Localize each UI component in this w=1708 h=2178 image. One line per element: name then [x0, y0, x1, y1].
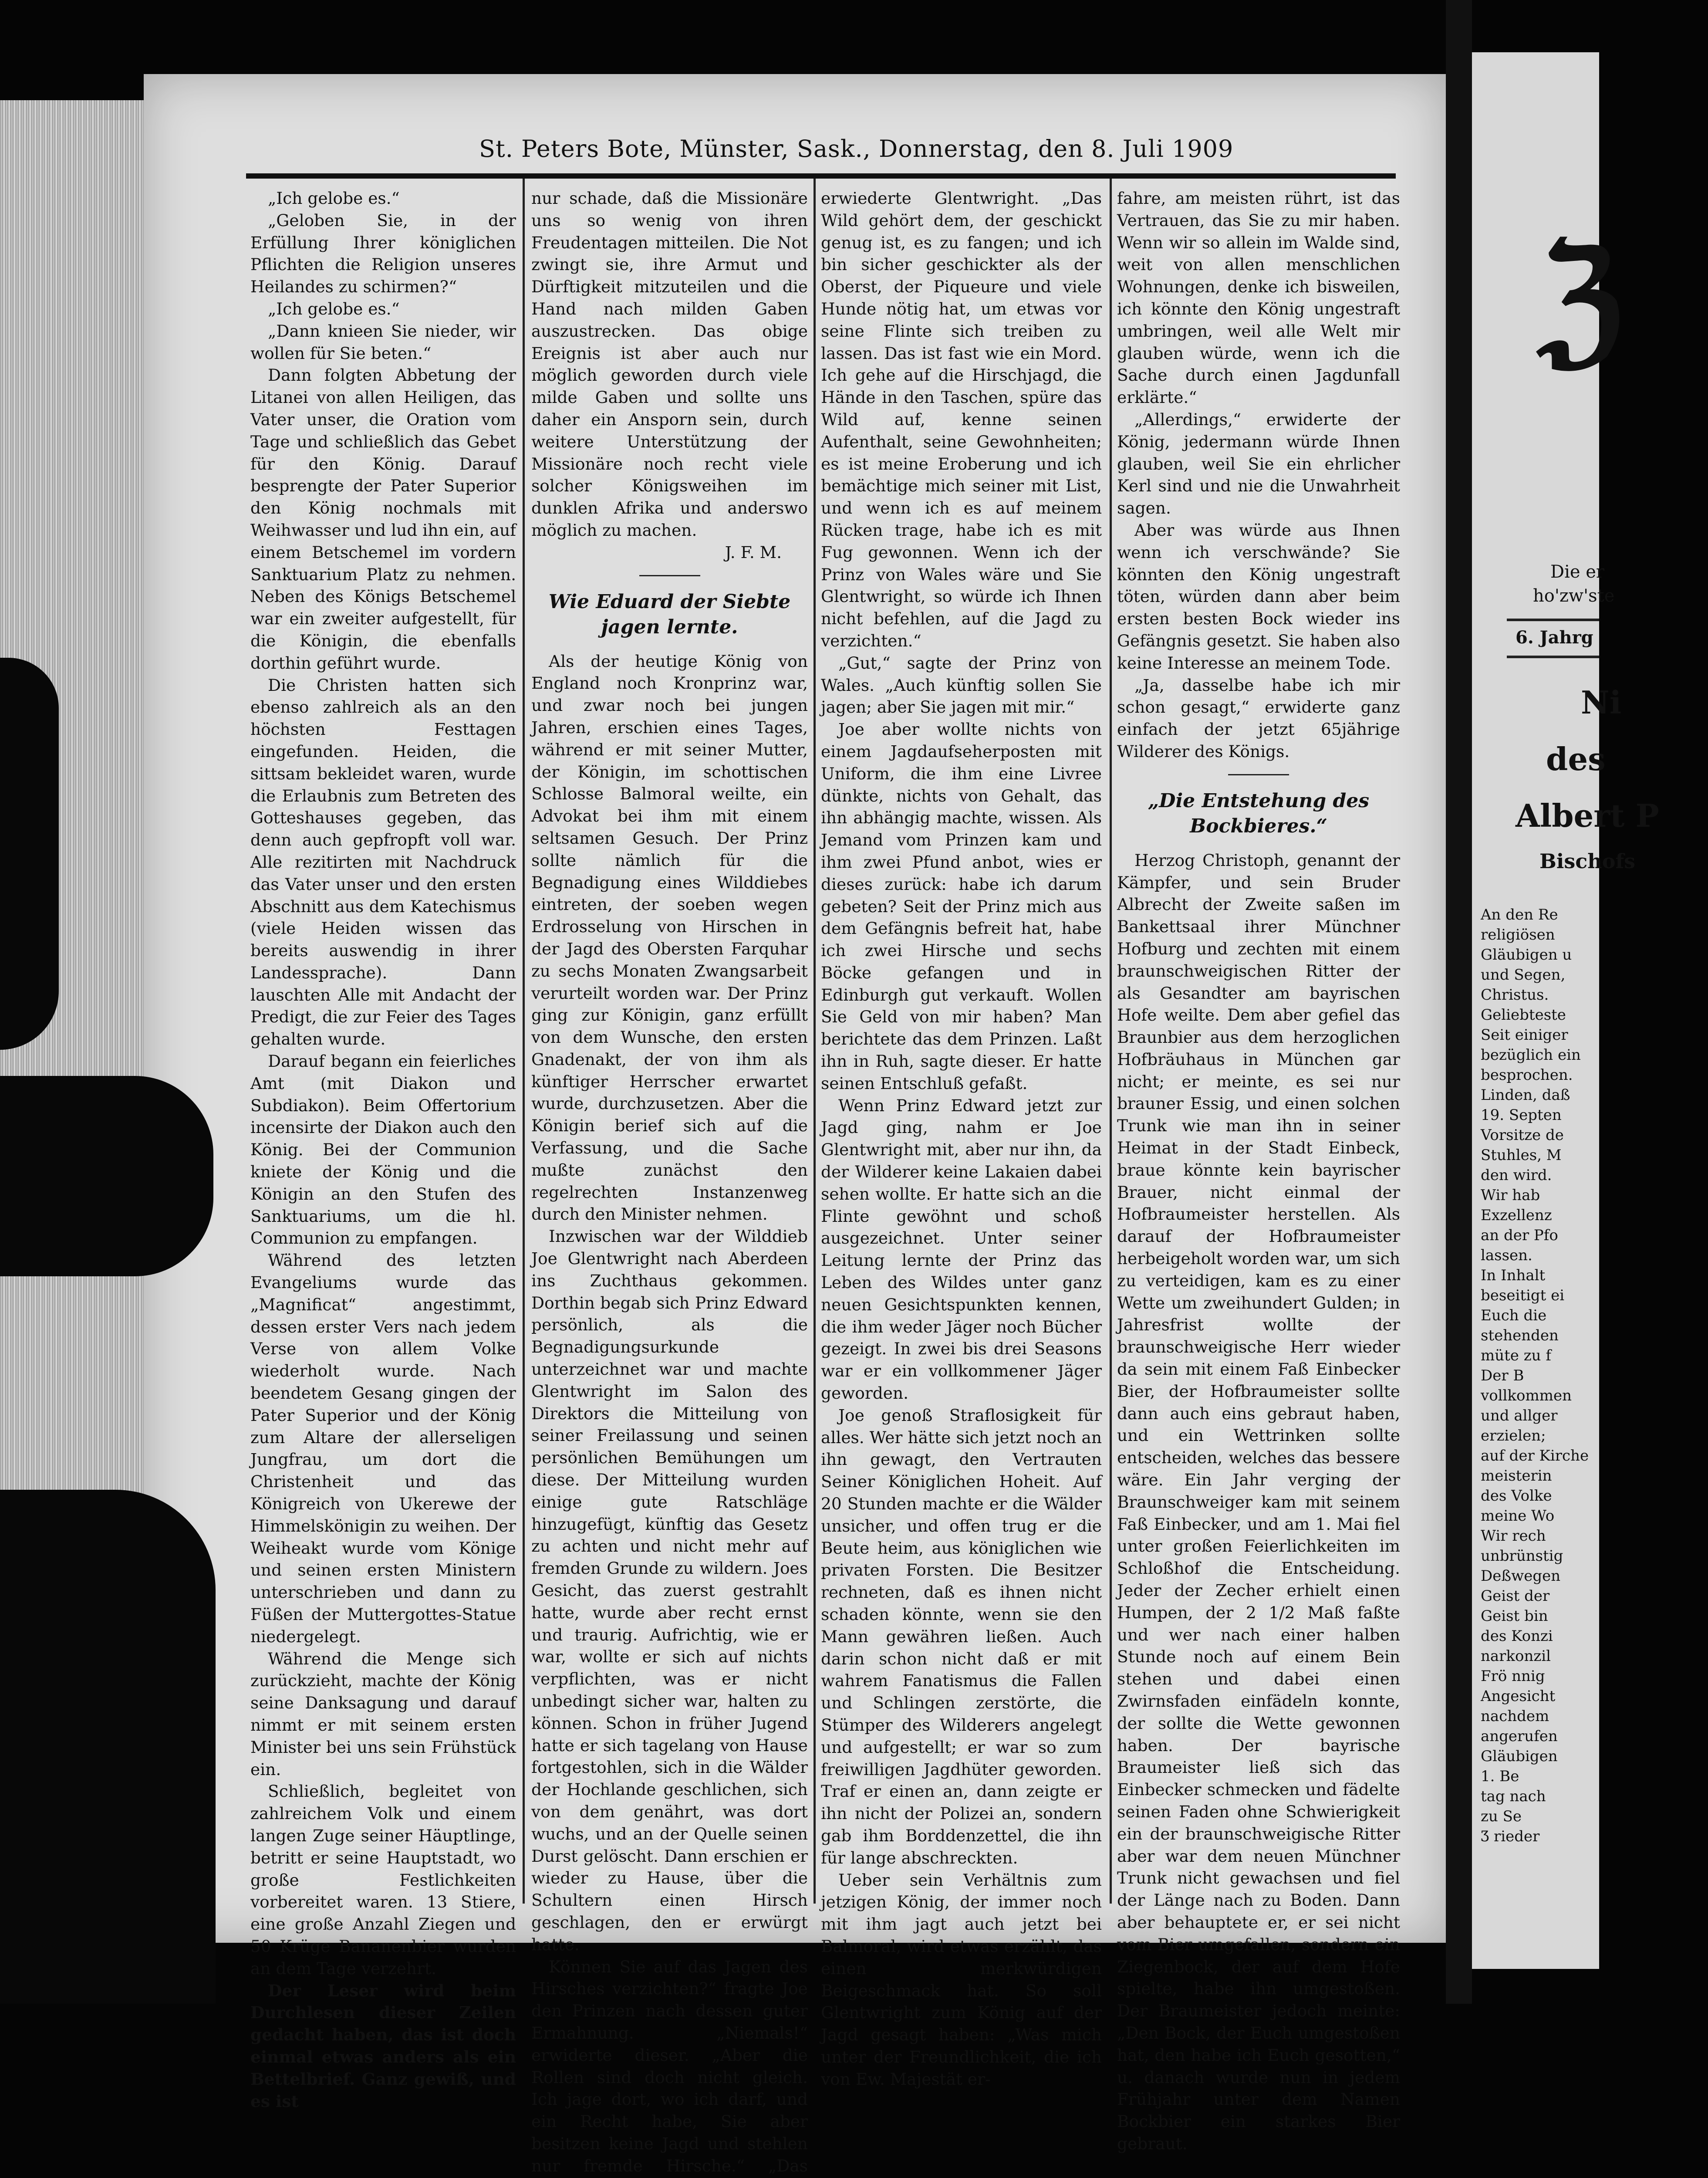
rp-fragment-line: nachdem [1481, 1708, 1549, 1725]
column-3 [821, 187, 1102, 2089]
column-rule [523, 179, 525, 1904]
rp-frag: Die er [1550, 562, 1605, 582]
paragraph: Ueber sein Verhältnis zum jetzigen König, der immer noch mit ihm jagt auch jetzt bei Balmoral, wird etwas erzählt, das einen merkwürdigen Beigeschmack hat. So soll Glentwright zum König auf der Jagd gesagt haben: „Was mich unter der Freundlichkeit, die ich von Ew. Majestät er- [821, 1870, 1102, 2089]
rp-frag: ho'zw'ste [1533, 586, 1615, 606]
rp-fragment-line: Geist bin [1481, 1607, 1548, 1625]
paragraph: Herzog Christoph, genannt der Kämpfer, und sein Bruder Albrecht der Zweite saßen im Bankettsaal ihrer Münchner Hofburg und zechten mit einem braunschweigischen Ritter der als Gesandter am bayrischen Hofe weilte. Dem aber gefiel das Braunbier aus dem herzoglichen Hofbräuhaus in München gar nicht; er meinte, es sei nur brauner Essig, und einen solchen Trunk wie man ihn in seiner Heimat in der Stadt Einbeck, braue könnte kein bayrischer Brauer, nicht einmal der Hofbraumeister herstellen. Als darauf der Hofbraumeister herbeigeholt worden war, um sich zu verteidigen, kam es zu einer Wette um zweihundert Gulden; in Jahresfrist wollte der braunschweigische Herr wieder da sein mit einem Faß Einbecker Bier, der Hofbraumeister sollte dann auch eins gebraut haben, und ein Wettrinken sollte entscheiden, welches das bessere wäre. Ein Jahr verging der Braunschweiger kam mit seinem Faß Einbecker, und am 1. Mai fiel unter großen Feierlichkeiten im Schloßhof die Entscheidung. Jeder der Zecher erhielt einen Humpen, der 2 1/2 Maß faßte und wer nach einer halben Stunde noch auf einem Bein stehen und dabei einen Zwirnsfaden einfädeln konnte, der sollte die Wette gewonnen haben. Der bayrische Braumeister ließ sich das Einbecker schmecken und fädelte seinen Faden ohne Schwierigkeit ein der braunschweigische Ritter aber war dem neuen Münchner Trunk nicht gewachsen und fiel der Länge nach zu Boden. Dann aber behauptete er, er sei nicht vom Bier umgefallen, sondern ein Ziegenbock, der auf dem Hofe spielte, habe ihn umgestoßen. Der Braumeister jedoch meinte: „Den Bock, der Euch umgestoßen hat, den habe ich Euch gesotten,“ u. danach wurde nun in jedem Frühjahr unter dem Namen Bockbier ein starkes Bier gebraut. [1117, 850, 1400, 2153]
rp-frag: Ni [1581, 684, 1622, 721]
rp-fragment-line: den wird. [1481, 1167, 1552, 1184]
paragraph: Inzwischen war der Wilddieb Joe Glentwright nach Aberdeen ins Zuchthaus gekommen. Dorthin begab sich Prinz Edward persönlich, als die Begnadigungsurkunde unterzeichnet war und machte Glentwright im Salon des Direktors die Mitteilung von seiner Freilassung und seinen persönlichen Bemühungen um diese. Der Mitteilung wurden einige gute Ratschläge hinzugefügt, künftig das Gesetz zu achten und nicht mehr auf fremden Grunde zu wildern. Joes Gesicht, das zuerst gestrahlt hatte, wurde aber recht ernst und traurig. Aufrichtig, wie er war, wollte er sich auf nichts verpflichten, was er nicht unbedingt sicher war, halten zu können. Schon in früher Jugend hatte er sich tagelang von Hause fortgestohlen, sich in die Wälder der Hochlande geschlichen, sich von dem genährt, was dort wuchs, und an der Quelle seinen Durst gelöscht. Dann erschien er wieder zu Hause, über die Schultern einen Hirsch geschlagen, den er erwürgt hatte. [531, 1227, 808, 1954]
paragraph: Als der heutige König von England noch Kronprinz war, und zwar noch bei jungen Jahren, erschien eines Tages, während er mit seiner Mutter, der Königin, im schottischen Schlosse Balmoral weilte, ein Advokat bei ihm mit einem seltsamen Gesuch. Der Prinz sollte nämlich für die Begnadigung eines Wilddiebes eintreten, der soeben wegen Erdrosselung von Hirschen in der Jagd des Obersten Farquhar zu sechs Monaten Zwangsarbeit verurteilt worden war. Der Prinz ging zur Königin, ganz erfüllt von dem Wunsche, den ersten Gnadenakt, der von ihm als künftiger Herrscher erwartet wurde, durchzusetzen. Aber die Königin berief sich auf die Verfassung, und die Sache mußte zunächst den regelrechten Instanzenweg durch den Minister nehmen. [531, 651, 808, 1224]
rp-fragment-line: tag nach [1481, 1788, 1546, 1805]
rp-fragment-line: Gläubigen [1481, 1748, 1558, 1765]
rp-fragment-line: Angesicht [1481, 1688, 1556, 1705]
paragraph: „Ich gelobe es.“ [268, 189, 400, 208]
rp-fragment-line: Christus. [1481, 986, 1549, 1004]
paragraph: Joe genoß Straflosigkeit für alles. Wer hätte sich jetzt noch an ihn gewagt, den Vertrauten Seiner Königlichen Hoheit. Auf 20 Stunden machte er die Wälder unsicher, und offen trug er die Beute heim, aus königlichen wie privaten Forsten. Die Besitzer rechneten, daß es ihnen nicht schaden könnte, wenn sie den Mann gewähren ließen. Auch darin schon nicht daß er mit wahrem Fanatismus die Fallen und Schlingen zerstörte, die Stümper des Wilderers angelegt und aufgestellt; er war so zum freiwilligen Jagdhüter geworden. Traf er einen an, dann zeigte er ihn nicht der Polizei an, sondern gab ihm Borddenzettel, die ihn für lange abschreckten. [821, 1405, 1102, 1867]
rp-fragment-line: Vorsitze de [1481, 1126, 1564, 1144]
rp-fragment-line: Seit einiger [1481, 1026, 1568, 1044]
rp-fragment-line: Wir rech [1481, 1527, 1546, 1545]
rp-frag: des [1546, 741, 1606, 778]
rp-fragment-line: und allger [1481, 1407, 1558, 1424]
rp-fragment-line: auf der Kirche [1481, 1447, 1589, 1464]
rp-fragment-line: beseitigt ei [1481, 1287, 1565, 1304]
rp-fragment-line: Geist der [1481, 1587, 1550, 1605]
rp-fragment-line: vollkommen [1481, 1387, 1572, 1404]
paragraph: fahre, am meisten rührt, ist das Vertrauen, das Sie zu mir haben. Wenn wir so allein im Walde sind, weit von allen menschlichen Wohnungen, denke ich bisweilen, ich könnte den König ungestraft umbringen, weil alle Welt mir glauben würde, wenn ich die Sache durch einen Jagdunfall erklärte.“ [1117, 189, 1400, 407]
rp-fragment-line: bezüglich ein [1481, 1046, 1581, 1064]
page-header: St. Peters Bote, Münster, Sask., Donnerstag, den 8. Juli 1909 [479, 135, 1234, 162]
rp-fragment-line: an der Pfo [1481, 1227, 1558, 1244]
rp-fragment-line: Exzellenz [1481, 1207, 1552, 1224]
adjacent-page-fragment [1472, 52, 1659, 1969]
rp-fragment-line: Euch die [1481, 1307, 1547, 1324]
rp-fragment-line: unbrünstig [1481, 1547, 1563, 1565]
paragraph: Schließlich, begleitet von zahlreichem Volk und einem langen Zuge seiner Häuptlinge, betritt er seine Hauptstadt, wo große Festlichkeiten vorbereitet waren. 13 Stiere, eine große Anzahl Ziegen und 50 Krüge Bananenbier wurden an dem Tage verzehrt. [250, 1782, 516, 1978]
rp-fragment-line: An den Re [1481, 906, 1558, 923]
rp-fragment-line: des Volke [1481, 1487, 1552, 1505]
paragraph: „Gut,“ sagte der Prinz von Wales. „Auch künftig sollen Sie jagen; aber Sie jagen mit mir.“ [821, 653, 1102, 717]
ornamental-initial: ℨ [1537, 218, 1624, 381]
paragraph: Die Christen hatten sich ebenso zahlreich als an den höchsten Festtagen eingefunden. Heiden, die sittsam bekleidet waren, wurde die Erlaubnis zum Betreten des Gotteshauses gegeben, das denn auch gepfropft voll war. Alle rezitirten mit Nachdruck das Vater unser und den ersten Abschnitt aus dem Katechismus (viele Heiden wissen das bereits auswendig in ihrer Landessprache). Dann lauschten Alle mit Andacht der Predigt, die zur Feier des Tages gehalten wurde. [250, 675, 516, 1049]
rp-fragment-line: Der B [1481, 1367, 1524, 1384]
paragraph: Während die Menge sich zurückzieht, machte der König seine Danksagung und darauf nimmt er mit seinem ersten Minister bei uns sein Frühstück ein. [250, 1649, 516, 1779]
rp-fragment-line: Stuhles, M [1481, 1146, 1562, 1164]
rp-fragment-line: Frö nnig [1481, 1667, 1545, 1685]
rule [1507, 656, 1599, 658]
rp-fragment-line: zu Se [1481, 1808, 1522, 1825]
separator-rule [639, 575, 700, 576]
rp-fragment-line: meisterin [1481, 1467, 1552, 1485]
rp-fragment-line: besprochen. [1481, 1066, 1573, 1084]
rp-fragment-line: Deßwegen [1481, 1567, 1561, 1585]
rp-fragment-line: stehenden [1481, 1327, 1559, 1344]
rp-fragment-line: Gläubigen u [1481, 946, 1572, 964]
finger-shadow [0, 1490, 216, 2004]
paragraph: Während des letzten Evangeliums wurde das „Magnificat“ angestimmt, dessen erster Vers nach jedem Verse von allem Volke wiederholt wurde. Nach beendetem Gesang gingen der Pater Superior und der König zum Altare der allerseligen Jungfrau, um dort die Christenheit und das Königreich von Ukerewe der Himmelskönigin zu weihen. Der Weiheakt wurde vom Könige und seinen ersten Ministern unterschrieben und dann zu Füßen der Muttergottes-Statue niedergelegt. [250, 1251, 516, 1646]
paragraph: Joe aber wollte nichts von einem Jagdaufseherposten mit Uniform, die ihm eine Livree dünkte, nichts von Gehalt, das ihn abhängig machte, wissen. Als Jemand vom Prinzen kam und ihm zwei Pfund anbot, wies er dieses zurück: habe ich darum gebeten? Seit der Prinz mich aus dem Gefängnis befreit hat, habe ich zwei Hirsche und sechs Böcke gefangen und in Edinburgh gut verkauft. Wollen Sie Geld von mir haben? Man berichtete das dem Prinzen. Laßt ihn in Ruh, sagte dieser. Er hatte seinen Entschluß gefaßt. [821, 720, 1102, 1093]
rp-fragment-line: 1. Be [1481, 1768, 1519, 1785]
rp-fragment-line: Geliebteste [1481, 1006, 1566, 1024]
rp-fragment-line: des Konzi [1481, 1627, 1553, 1645]
rule [1507, 619, 1599, 621]
column-rule [813, 179, 816, 1904]
rp-fragment-line: lassen. [1481, 1247, 1532, 1264]
finger-shadow [0, 658, 59, 1050]
paragraph: „Allerdings,“ erwiderte der König, jedermann würde Ihnen glauben, weil Sie ein ehrlicher Kerl sind und nie die Unwahrheit sagen. [1117, 409, 1400, 518]
rp-frag: Albert P [1516, 797, 1659, 834]
book-gutter [1446, 0, 1472, 2004]
paragraph: „Geloben Sie, in der Erfüllung Ihrer königlichen Pflichten die Religion unseres Heilandes zu schirmen?“ [250, 210, 516, 297]
rp-fragment-line: Linden, daß [1481, 1086, 1570, 1104]
column-rule [1110, 179, 1112, 1904]
paragraph: Können Sie auf das Jagen des Hirsches verzichten?“ fragte Joe den Prinzen nach dessen guter Ermahnung. „Niemals!“ erwiderte dieser. „Aber die Rollen sind doch nicht gleich. Ich jage dort, wo ich darf, und ein Recht habe, Sie aber besitzen keine Jagd und stehlen nur fremde Hirsche.“ „Das [531, 1957, 808, 2175]
finger-shadow [0, 1076, 213, 1276]
paragraph: „Dann knieen Sie nieder, wir wollen für Sie beten.“ [250, 321, 516, 363]
rp-fragment-line: religiösen [1481, 926, 1555, 944]
rp-fragment-line: Wir hab [1481, 1187, 1540, 1204]
rp-fragment-line: Ʒ rieder [1481, 1828, 1540, 1845]
rp-fragment-line: und Segen, [1481, 966, 1566, 984]
paragraph: „Ich gelobe es.“ [268, 299, 400, 318]
paragraph: Dann folgten Abbetung der Litanei von allen Heiligen, das Vater unser, die Oration vom Tage und schließlich das Gebet für den König. Darauf besprengte der Pater Superior den König nochmals mit Weihwasser und lud ihn ein, auf einem Betschemel im vordern Sanktuarium Platz zu nehmen. Neben des Königs Betschemel war ein zweiter aufgestellt, für die Königin, die ebenfalls dorthin geführt wurde. [250, 365, 516, 673]
rp-fragment-line: erzielen; [1481, 1427, 1546, 1444]
paragraph: nur schade, daß die Missionäre uns so wenig von ihren Freudentagen mitteilen. Die Not zwingt sie, ihre Armut und Dürftigkeit mitzuteilen und die Hand nach milden Gaben auszustrecken. Das obige Ereignis ist aber auch nur möglich geworden durch viele milde Gaben und sollte uns daher ein Ansporn sein, durch weitere Unterstützung der Missionäre noch recht viele solcher Königsweihen im dunklen Afrika und anderswo möglich zu machen. [531, 189, 808, 540]
paragraph: „Ja, dasselbe habe ich mir schon gesagt,“ erwiderte ganz einfach der jetzt 65jährige Wilderer des Königs. [1117, 675, 1400, 761]
rp-fragment-line: müte zu f [1481, 1347, 1551, 1364]
paragraph: Aber was würde aus Ihnen wenn ich verschwände? Sie könnten den König ungestraft töten, würden dann aber beim ersten besten Bock wieder ins Gefängnis gesetzt. Sie haben also keine Interesse an meinem Tode. [1117, 520, 1400, 673]
paragraph: Wenn Prinz Edward jetzt zur Jagd ging, nahm er Joe Glentwright mit, aber nur ihn, da der Wilderer keine Lakaien dabei sehen wollte. Er hatte sich an die Flinte gewöhnt und schoß ausgezeichnet. Unter seiner Leitung lernte der Prinz das Leben des Wildes unter ganz neuen Gesichtspunkten kennen, die ihm weder Jäger noch Bücher gezeigt. In zwei bis drei Seasons war er ein vollkommener Jäger geworden. [821, 1096, 1102, 1403]
separator-rule [1228, 774, 1289, 775]
column-2 [531, 187, 808, 2175]
paragraph: erwiederte Glentwright. „Das Wild gehört dem, der geschickt genug ist, es zu fangen; und ich bin sicher geschickter als der Oberst, der Piqueure und viele Hunde nötig hat, um etwas vor seine Flinte sich treiben zu lassen. Das ist fast wie ein Mord. Ich gehe auf die Hirschjagd, die Hände in den Taschen, spüre das Wild auf, kenne seinen Aufenthalt, seine Gewohnheiten; es ist meine Eroberung und ich bemächtige mich seiner mit List, und wenn ich es auf meinem Rücken trage, habe ich es mit Fug gewonnen. Wenn ich der Prinz von Wales wäre und Sie Glentwright, so würde ich Ihnen nicht befehlen, auf die Jagd zu verzichten.“ [821, 189, 1102, 650]
paragraph: Der Leser wird beim Durchlesen dieser Zeilen gedacht haben, das ist doch einmal etwas anders als ein Bettelbrief. Ganz gewiß, und es ist [250, 1981, 516, 2111]
rp-fragment-line: meine Wo [1481, 1507, 1555, 1525]
rp-frag: 6. Jahrg [1516, 627, 1593, 648]
rp-fragment-line: In Inhalt [1481, 1267, 1546, 1284]
paragraph: Darauf begann ein feierliches Amt (mit Diakon und Subdiakon). Beim Offertorium incensirte der Diakon auch den König. Bei der Communion kniete der König und die Königin an den Stufen des Sanktuariums, um die hl. Communion zu empfangen. [250, 1052, 516, 1248]
rp-fragment-line: angerufen [1481, 1728, 1558, 1745]
article-headline: „Die Entstehung des Bockbieres.“ [1148, 789, 1370, 837]
column-1 [250, 187, 516, 2111]
article-headline: Wie Eduard der Siebte jagen lernte. [548, 590, 791, 638]
header-rule [246, 173, 1396, 179]
rp-frag: Bischofs [1539, 849, 1636, 873]
rp-fragment-line: 19. Septen [1481, 1106, 1562, 1124]
column-4 [1117, 187, 1400, 2153]
signature: J. F. M. [725, 542, 782, 562]
rp-fragment-line: narkonzil [1481, 1647, 1551, 1665]
